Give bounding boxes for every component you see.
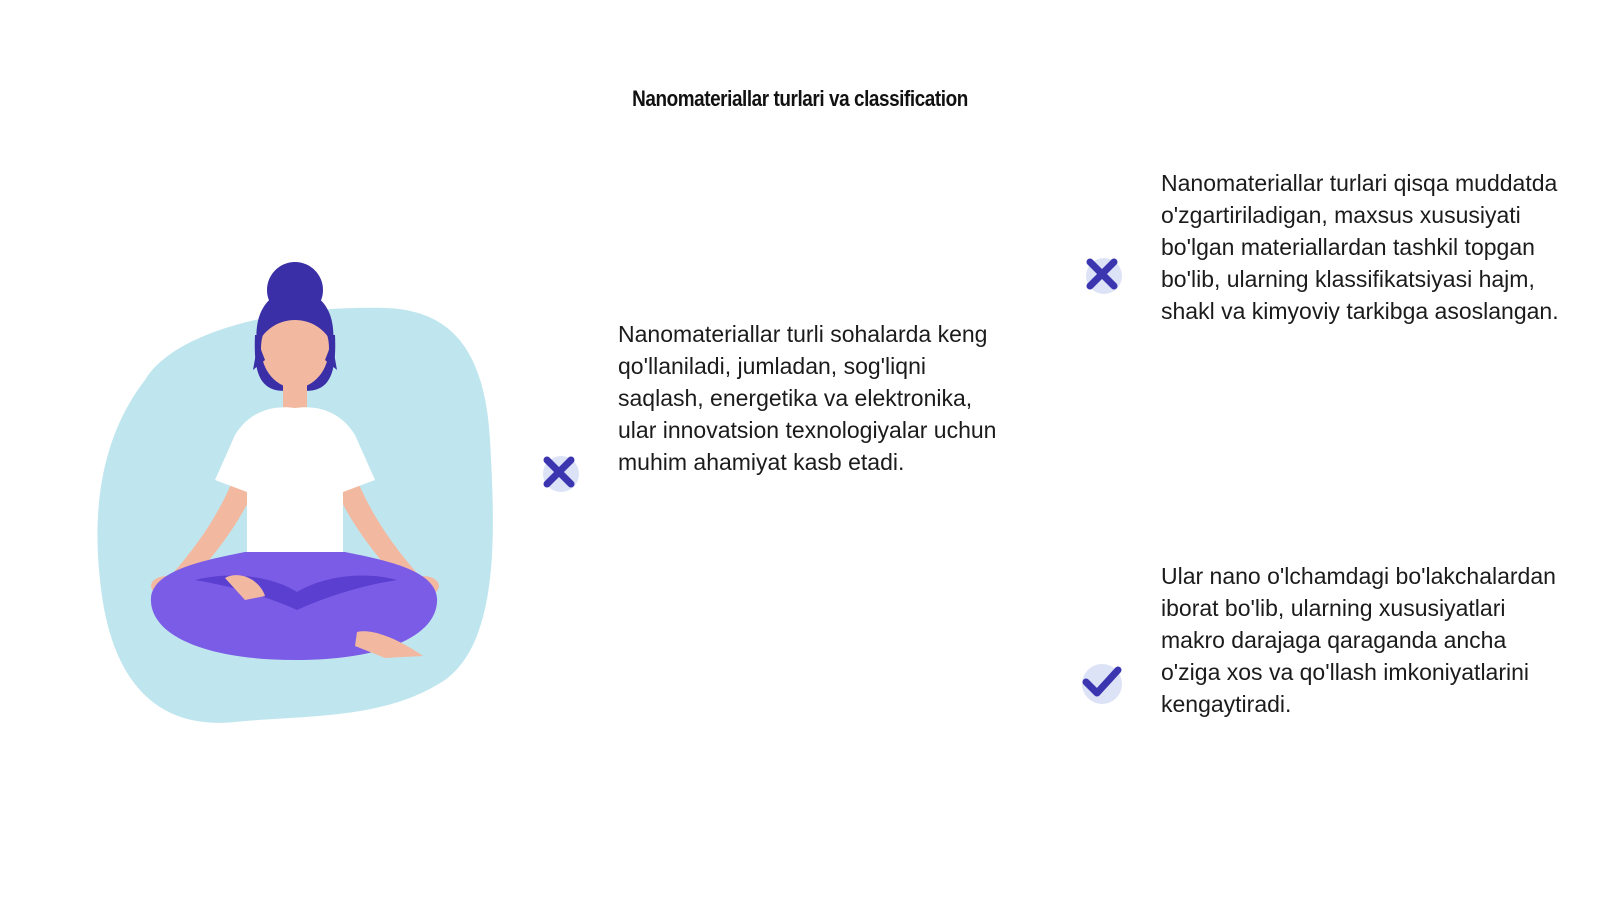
meditating-woman-illustration — [85, 260, 515, 730]
slide-title: Nanomateriallar turlari va classification — [632, 86, 968, 111]
point-text-usage: Nanomateriallar turli sohalarda keng qo'llaniladi, jumladan, sog'liqni saqlash, energetika va elektronika, ular innovatsion texnologiyalar uchun muhim ahamiyat kasb etadi. — [618, 321, 997, 475]
checkmark-icon — [1080, 660, 1124, 704]
cross-icon — [1080, 252, 1124, 296]
point-text-properties: Ular nano o'lchamdagi bo'lakchalardan iborat bo'lib, ularning xususiyatlari makro darajaga qaraganda ancha o'ziga xos va qo'llash imkoniyatlarini kengaytiradi. — [1161, 563, 1556, 717]
cross-icon — [537, 450, 581, 494]
point-text-classification: Nanomateriallar turlari qisqa muddatda o'zgartiriladigan, maxsus xususiyati bo'lgan materiallardan tashkil topgan bo'lib, ularning klassifikatsiyasi hajm, shakl va kimyoviy tarkibga asoslangan. — [1161, 170, 1559, 324]
